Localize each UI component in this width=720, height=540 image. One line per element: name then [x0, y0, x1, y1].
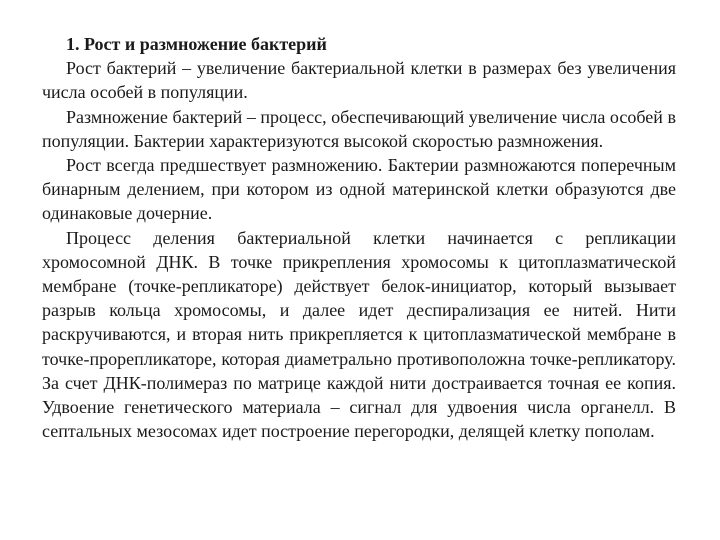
paragraph-binary-fission: Рост всегда предшествует размножению. Бактерии размножаются поперечным бинарным делением, при котором из одной материнской клетки образуются две одинаковые дочерние.	[42, 155, 676, 224]
paragraph-growth-definition: Рост бактерий – увеличение бактериальной клетки в размерах без увеличения числа особей в популяции.	[42, 58, 676, 103]
document-page	[42, 32, 676, 443]
paragraph-division-process: Процесс деления бактериальной клетки начинается с репликации хромосомной ДНК. В точке прикрепления хромосомы к цитоплазматической мембране (точке-репликаторе) действует белок-инициатор, который вызывает разрыв кольца хромосомы, и далее идет деспирализация ее нитей. Нити раскручиваются, и вторая нить прикрепляется к цитоплазматической мембране в точке-прорепликаторе, которая диаметрально противоположна точке-репликатору. За счет ДНК-полимераз по матрице каждой нити достраивается точная ее копия. Удвоение генетического материала – сигнал для удвоения числа органелл. В септальных мезосомах идет построение перегородки, делящей клетку пополам.	[42, 227, 676, 442]
paragraph-reproduction-definition: Размножение бактерий – процесс, обеспечивающий увеличение числа особей в популяции. Бактерии характеризуются высокой скоростью размножения.	[42, 106, 676, 151]
section-heading: 1. Рост и размножение бактерий	[66, 34, 327, 54]
